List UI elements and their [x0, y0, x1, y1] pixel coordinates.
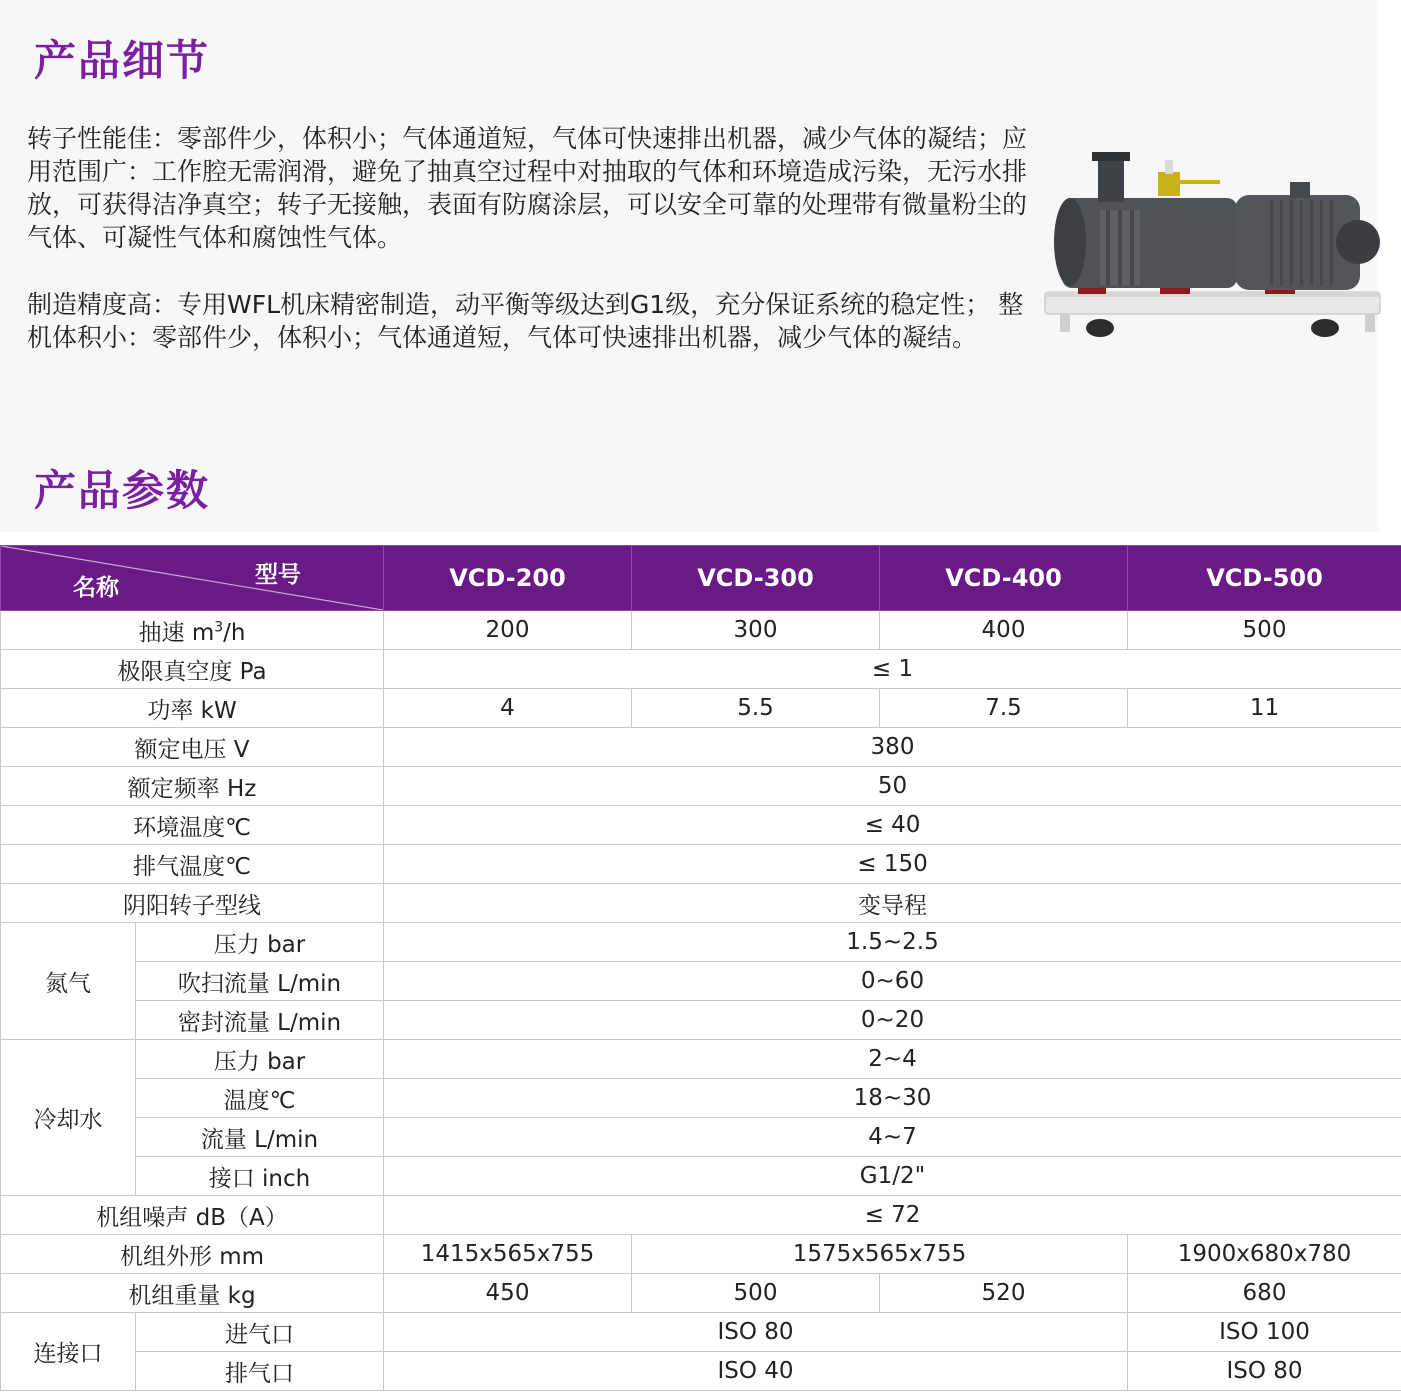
header-model-label: 型号 — [255, 562, 301, 588]
row-label: 密封流量 L/min — [136, 1001, 384, 1040]
table-row — [1, 845, 1401, 884]
table-row — [1, 1079, 1401, 1118]
cell-value: 0~20 — [384, 1001, 1401, 1040]
cell-value: 18~30 — [384, 1079, 1401, 1118]
cell-value: ≤ 1 — [384, 650, 1401, 689]
vacuum-pump-product-image — [1040, 150, 1385, 345]
row-label: 压力 bar — [136, 1040, 384, 1079]
cell-value: 2~4 — [384, 1040, 1401, 1079]
table-row — [1, 767, 1401, 806]
params-title: 产品参数 — [34, 466, 211, 515]
group-label-cooling-water: 冷却水 — [1, 1040, 136, 1196]
row-label-speed: 抽速 $m^3/h$ — [1, 611, 384, 650]
table-row — [1, 689, 1401, 728]
cell-value: ≤ 150 — [384, 845, 1401, 884]
cell-value: 0~60 — [384, 962, 1401, 1001]
table-row — [1, 1352, 1401, 1391]
details-paragraph-2: 制造精度高：专用WFL机床精密制造，动平衡等级达到G1级，充分保证系统的稳定性； 整机体积小：零部件少，体积小；气体通道短，气体可快速排出机器，减少气体的凝结。 — [27, 290, 1024, 352]
cell-value: 50 — [384, 767, 1401, 806]
cell-value: ≤ 72 — [384, 1196, 1401, 1235]
header-model-vcd500: VCD-500 — [1128, 546, 1401, 611]
row-label: 流量 L/min — [136, 1118, 384, 1157]
cell-value: 380 — [384, 728, 1401, 767]
cell-value: ISO 80 — [384, 1313, 1128, 1352]
table-row — [1, 611, 1401, 650]
cell-value: 300 — [632, 611, 880, 650]
group-label-nitrogen: 氮气 — [1, 923, 136, 1040]
table-row — [1, 1196, 1401, 1235]
cell-value: 变导程 — [384, 884, 1401, 923]
table-row — [1, 1001, 1401, 1040]
table-row — [1, 1118, 1401, 1157]
cell-value: 4~7 — [384, 1118, 1401, 1157]
row-label-voltage: 额定电压 V — [1, 728, 384, 767]
row-label: 进气口 — [136, 1313, 384, 1352]
cell-value: 11 — [1128, 689, 1401, 728]
table-row — [1, 1313, 1401, 1352]
header-model-vcd200: VCD-200 — [384, 546, 632, 611]
table-row — [1, 923, 1401, 962]
cell-value: 5.5 — [632, 689, 880, 728]
header-corner-cell — [1, 546, 384, 611]
group-label-connection: 连接口 — [1, 1313, 136, 1391]
cell-value: 200 — [384, 611, 632, 650]
table-header-row — [1, 546, 1401, 611]
details-paragraph-1: 转子性能佳：零部件少，体积小；气体通道短，气体可快速排出机器，减少气体的凝结；应用范围广：工作腔无需润滑，避免了抽真空过程中对抽取的气体和环境造成污染，无污水排放，可获得洁净真空；转子无接触，表面有防腐涂层，可以安全可靠的处理带有微量粉尘的气体、可凝性气体和腐蚀性气体。 — [27, 124, 1028, 252]
cell-value: 4 — [384, 689, 632, 728]
row-label: 接口 inch — [136, 1157, 384, 1196]
table-row — [1, 1157, 1401, 1196]
cell-value: 1900x680x780 — [1128, 1235, 1401, 1274]
table-row — [1, 962, 1401, 1001]
cell-value: ≤ 40 — [384, 806, 1401, 845]
row-label-ambient-temp: 环境温度℃ — [1, 806, 384, 845]
header-name-label: 名称 — [73, 575, 119, 601]
cell-value: 7.5 — [880, 689, 1128, 728]
table-row — [1, 650, 1401, 689]
spec-table — [0, 545, 1401, 1391]
row-label-rotor: 阴阳转子型线 — [1, 884, 384, 923]
table-row — [1, 806, 1401, 845]
row-label-exhaust-temp: 排气温度℃ — [1, 845, 384, 884]
table-row — [1, 1040, 1401, 1079]
cell-value: ISO 40 — [384, 1352, 1128, 1391]
cell-value: 1575x565x755 — [632, 1235, 1128, 1274]
row-label-frequency: 额定频率 Hz — [1, 767, 384, 806]
cell-value: 680 — [1128, 1274, 1401, 1313]
row-label: 吹扫流量 L/min — [136, 962, 384, 1001]
row-label-noise: 机组噪声 dB（A） — [1, 1196, 384, 1235]
table-row — [1, 1235, 1401, 1274]
cell-value: 500 — [1128, 611, 1401, 650]
row-label-power: 功率 kW — [1, 689, 384, 728]
cell-value: 400 — [880, 611, 1128, 650]
cell-value: 1.5~2.5 — [384, 923, 1401, 962]
row-label: 压力 bar — [136, 923, 384, 962]
cell-value: 500 — [632, 1274, 880, 1313]
header-model-vcd300: VCD-300 — [632, 546, 880, 611]
table-row — [1, 1274, 1401, 1313]
details-title: 产品细节 — [34, 36, 211, 85]
table-row — [1, 884, 1401, 923]
cell-value: 520 — [880, 1274, 1128, 1313]
row-label: 温度℃ — [136, 1079, 384, 1118]
row-label: 排气口 — [136, 1352, 384, 1391]
row-label-size: 机组外形 mm — [1, 1235, 384, 1274]
row-label-weight: 机组重量 kg — [1, 1274, 384, 1313]
cell-value: 450 — [384, 1274, 632, 1313]
row-label-vacuum: 极限真空度 Pa — [1, 650, 384, 689]
table-row — [1, 728, 1401, 767]
cell-value: ISO 80 — [1128, 1352, 1401, 1391]
header-model-vcd400: VCD-400 — [880, 546, 1128, 611]
cell-value: G1/2" — [384, 1157, 1401, 1196]
cell-value: 1415x565x755 — [384, 1235, 632, 1274]
cell-value: ISO 100 — [1128, 1313, 1401, 1352]
